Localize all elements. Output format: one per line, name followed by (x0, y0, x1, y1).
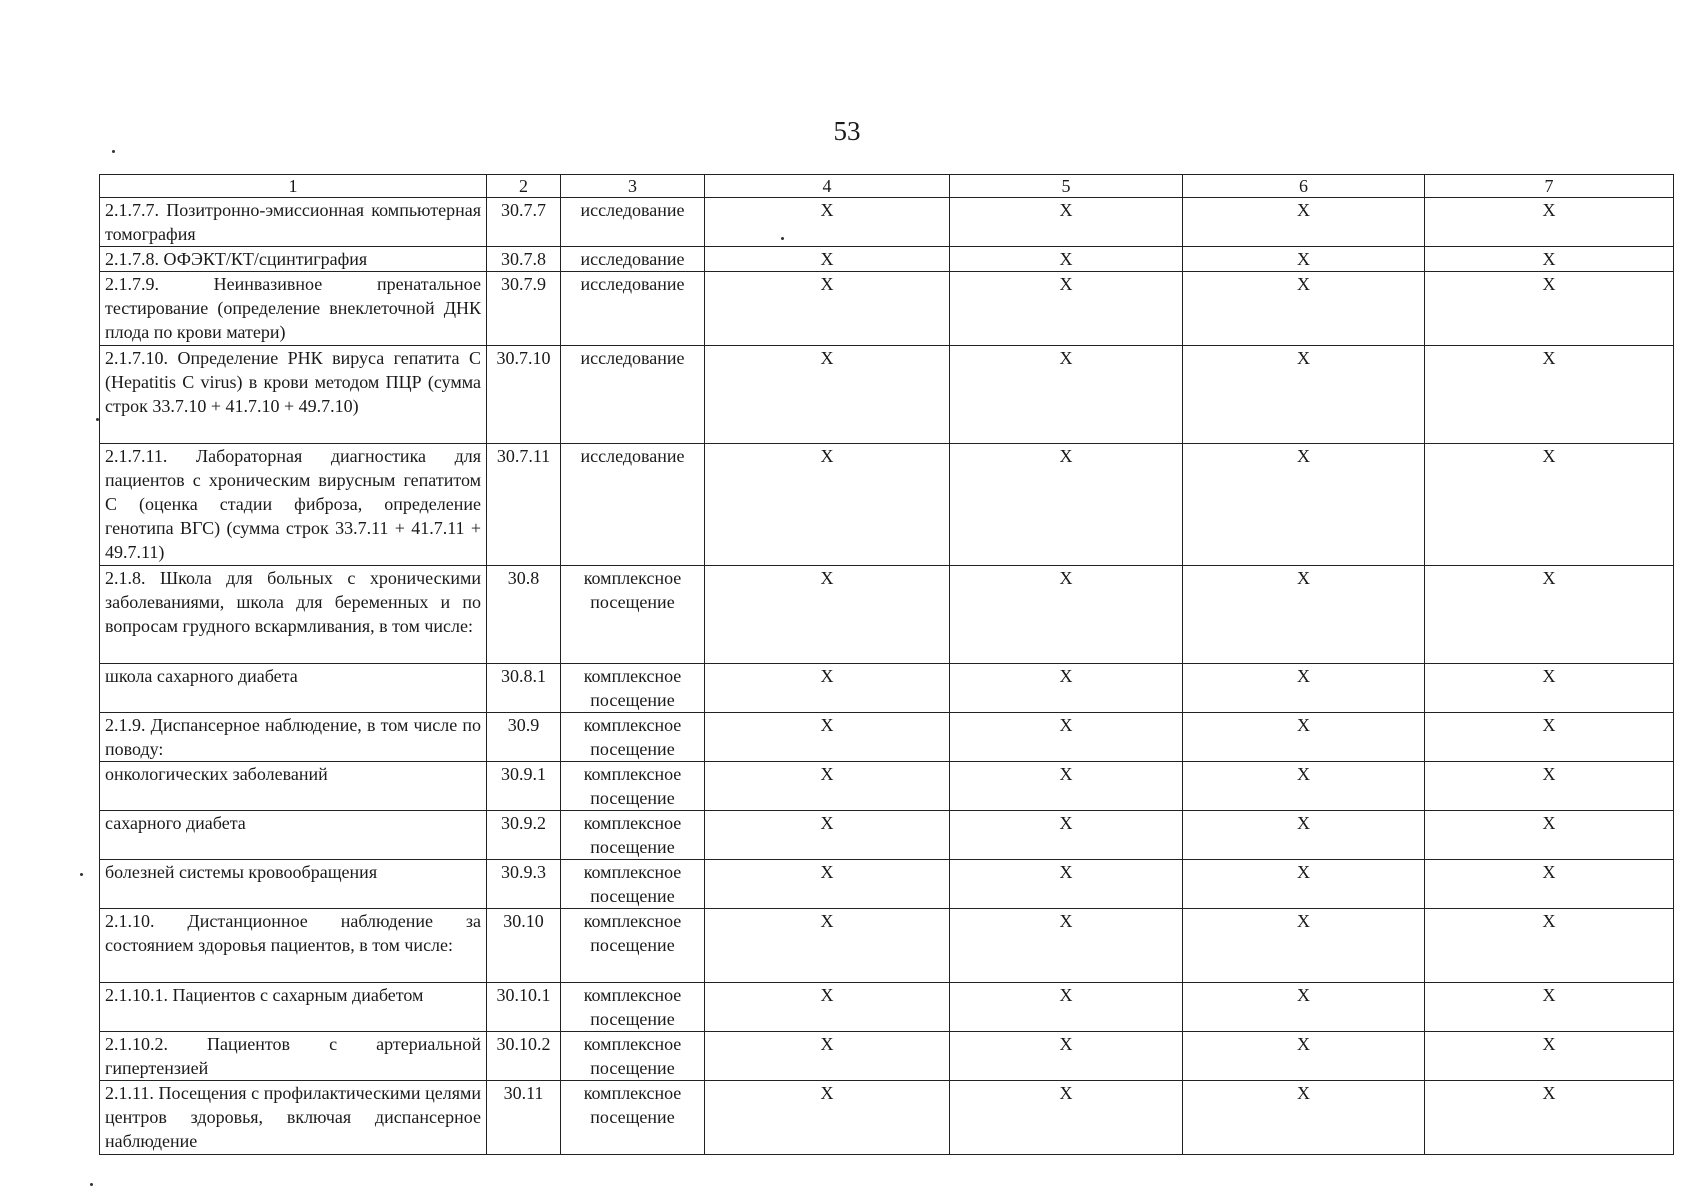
row-code: 30.7.8 (487, 247, 561, 272)
row-unit: комплексное посещение (561, 664, 705, 713)
row-code: 30.11 (487, 1081, 561, 1155)
table-row (100, 272, 1674, 346)
row-value: X (1183, 346, 1425, 444)
row-unit: комплексное посещение (561, 713, 705, 762)
table-row (100, 664, 1674, 713)
row-name: 2.1.7.11. Лабораторная диагностика для пациентов с хроническим вирусным гепатитом C (оценка стадии фиброза, определение генотипа ВГС) (сумма строк 33.7.11 + 41.7.11 + 49.7.11) (100, 444, 487, 566)
row-name: онкологических заболеваний (100, 762, 487, 811)
row-code: 30.10.2 (487, 1032, 561, 1081)
row-code: 30.7.11 (487, 444, 561, 566)
row-value: X (1425, 566, 1674, 664)
row-value: X (705, 247, 950, 272)
table-row (100, 983, 1674, 1032)
row-value: X (950, 346, 1183, 444)
row-value: X (705, 1032, 950, 1081)
row-value: X (1183, 983, 1425, 1032)
row-code: 30.9.3 (487, 860, 561, 909)
column-header: 7 (1425, 175, 1674, 198)
row-value: X (1425, 983, 1674, 1032)
scan-speck (90, 1183, 93, 1186)
row-value: X (1425, 272, 1674, 346)
row-value: X (1425, 444, 1674, 566)
row-value: X (705, 272, 950, 346)
row-unit: комплексное посещение (561, 1081, 705, 1155)
row-value: X (705, 1081, 950, 1155)
row-value: X (1425, 1081, 1674, 1155)
row-name: школа сахарного диабета (100, 664, 487, 713)
row-name: болезней системы кровообращения (100, 860, 487, 909)
row-name: 2.1.11. Посещения с профилактическими целями центров здоровья, включая диспансерное наблюдение (100, 1081, 487, 1155)
column-header: 3 (561, 175, 705, 198)
row-value: X (1425, 664, 1674, 713)
table-row (100, 1081, 1674, 1155)
row-value: X (705, 983, 950, 1032)
table-row (100, 909, 1674, 983)
row-value: X (705, 811, 950, 860)
row-unit: исследование (561, 444, 705, 566)
column-header: 1 (100, 175, 487, 198)
row-code: 30.10 (487, 909, 561, 983)
row-name: 2.1.10. Дистанционное наблюдение за состоянием здоровья пациентов, в том числе: (100, 909, 487, 983)
table-row (100, 346, 1674, 444)
row-name: сахарного диабета (100, 811, 487, 860)
row-value: X (1425, 1032, 1674, 1081)
row-value: X (950, 1032, 1183, 1081)
row-value: X (1183, 272, 1425, 346)
table-row (100, 444, 1674, 566)
row-value: X (950, 247, 1183, 272)
row-value: X (1183, 198, 1425, 247)
row-value: X (705, 909, 950, 983)
header-row (100, 175, 1674, 198)
row-value: X (950, 983, 1183, 1032)
table-row (100, 198, 1674, 247)
page-number: 53 (833, 116, 861, 146)
row-name: 2.1.7.8. ОФЭКТ/КТ/сцинтиграфия (100, 247, 487, 272)
table-row (100, 566, 1674, 664)
row-value: X (950, 198, 1183, 247)
row-value: X (1425, 909, 1674, 983)
row-code: 30.7.10 (487, 346, 561, 444)
row-unit: комплексное посещение (561, 1032, 705, 1081)
scan-speck (80, 873, 83, 876)
scan-speck (112, 150, 115, 153)
row-code: 30.8.1 (487, 664, 561, 713)
row-value: X (950, 272, 1183, 346)
table-row (100, 811, 1674, 860)
row-value: X (950, 811, 1183, 860)
row-unit: исследование (561, 272, 705, 346)
row-code: 30.7.9 (487, 272, 561, 346)
table-row (100, 247, 1674, 272)
row-unit: комплексное посещение (561, 983, 705, 1032)
row-value: X (1183, 1081, 1425, 1155)
row-value: X (1183, 444, 1425, 566)
row-value: X (1183, 909, 1425, 983)
row-unit: исследование (561, 198, 705, 247)
row-value: X (950, 444, 1183, 566)
row-unit: комплексное посещение (561, 566, 705, 664)
table-row (100, 762, 1674, 811)
row-value: X (950, 566, 1183, 664)
row-value: X (1425, 247, 1674, 272)
row-unit: комплексное посещение (561, 762, 705, 811)
row-value: X (705, 566, 950, 664)
table-row (100, 713, 1674, 762)
row-value: X (950, 1081, 1183, 1155)
row-value: X (1425, 713, 1674, 762)
row-name: 2.1.7.10. Определение РНК вируса гепатита C (Hepatitis C virus) в крови методом ПЦР (сумма строк 33.7.10 + 41.7.10 + 49.7.10) (100, 346, 487, 444)
row-value: X (1425, 198, 1674, 247)
row-unit: исследование (561, 247, 705, 272)
row-value: X (950, 860, 1183, 909)
row-code: 30.9.2 (487, 811, 561, 860)
row-value: X (1425, 860, 1674, 909)
row-name: 2.1.7.9. Неинвазивное пренатальное тестирование (определение внеклеточной ДНК плода по крови матери) (100, 272, 487, 346)
row-value: X (1183, 860, 1425, 909)
row-value: X (1183, 247, 1425, 272)
row-value: X (705, 198, 950, 247)
row-unit: комплексное посещение (561, 860, 705, 909)
row-value: X (705, 713, 950, 762)
row-code: 30.9.1 (487, 762, 561, 811)
row-value: X (705, 860, 950, 909)
row-value: X (1425, 346, 1674, 444)
row-value: X (950, 909, 1183, 983)
row-value: X (1425, 811, 1674, 860)
row-value: X (1425, 762, 1674, 811)
row-value: X (950, 762, 1183, 811)
column-header: 5 (950, 175, 1183, 198)
column-header: 2 (487, 175, 561, 198)
row-value: X (1183, 762, 1425, 811)
row-value: X (1183, 811, 1425, 860)
row-value: X (705, 762, 950, 811)
table-row (100, 1032, 1674, 1081)
row-name: 2.1.10.2. Пациентов с артериальной гипертензией (100, 1032, 487, 1081)
row-value: X (950, 713, 1183, 762)
row-name: 2.1.8. Школа для больных с хроническими заболеваниями, школа для беременных и по вопросам грудного вскармливания, в том числе: (100, 566, 487, 664)
table-row (100, 860, 1674, 909)
row-value: X (1183, 566, 1425, 664)
row-value: X (705, 346, 950, 444)
row-code: 30.10.1 (487, 983, 561, 1032)
data-table (99, 174, 1674, 1155)
column-header: 6 (1183, 175, 1425, 198)
row-code: 30.9 (487, 713, 561, 762)
row-unit: комплексное посещение (561, 909, 705, 983)
row-value: X (1183, 1032, 1425, 1081)
column-header: 4 (705, 175, 950, 198)
scan-speck (96, 418, 99, 421)
row-unit: исследование (561, 346, 705, 444)
row-code: 30.8 (487, 566, 561, 664)
row-name: 2.1.7.7. Позитронно-эмиссионная компьютерная томография (100, 198, 487, 247)
row-unit: комплексное посещение (561, 811, 705, 860)
row-value: X (950, 664, 1183, 713)
row-value: X (1183, 664, 1425, 713)
row-value: X (705, 664, 950, 713)
row-value: X (1183, 713, 1425, 762)
row-name: 2.1.10.1. Пациентов с сахарным диабетом (100, 983, 487, 1032)
row-code: 30.7.7 (487, 198, 561, 247)
row-value: X (705, 444, 950, 566)
row-name: 2.1.9. Диспансерное наблюдение, в том числе по поводу: (100, 713, 487, 762)
scan-speck (781, 237, 784, 240)
